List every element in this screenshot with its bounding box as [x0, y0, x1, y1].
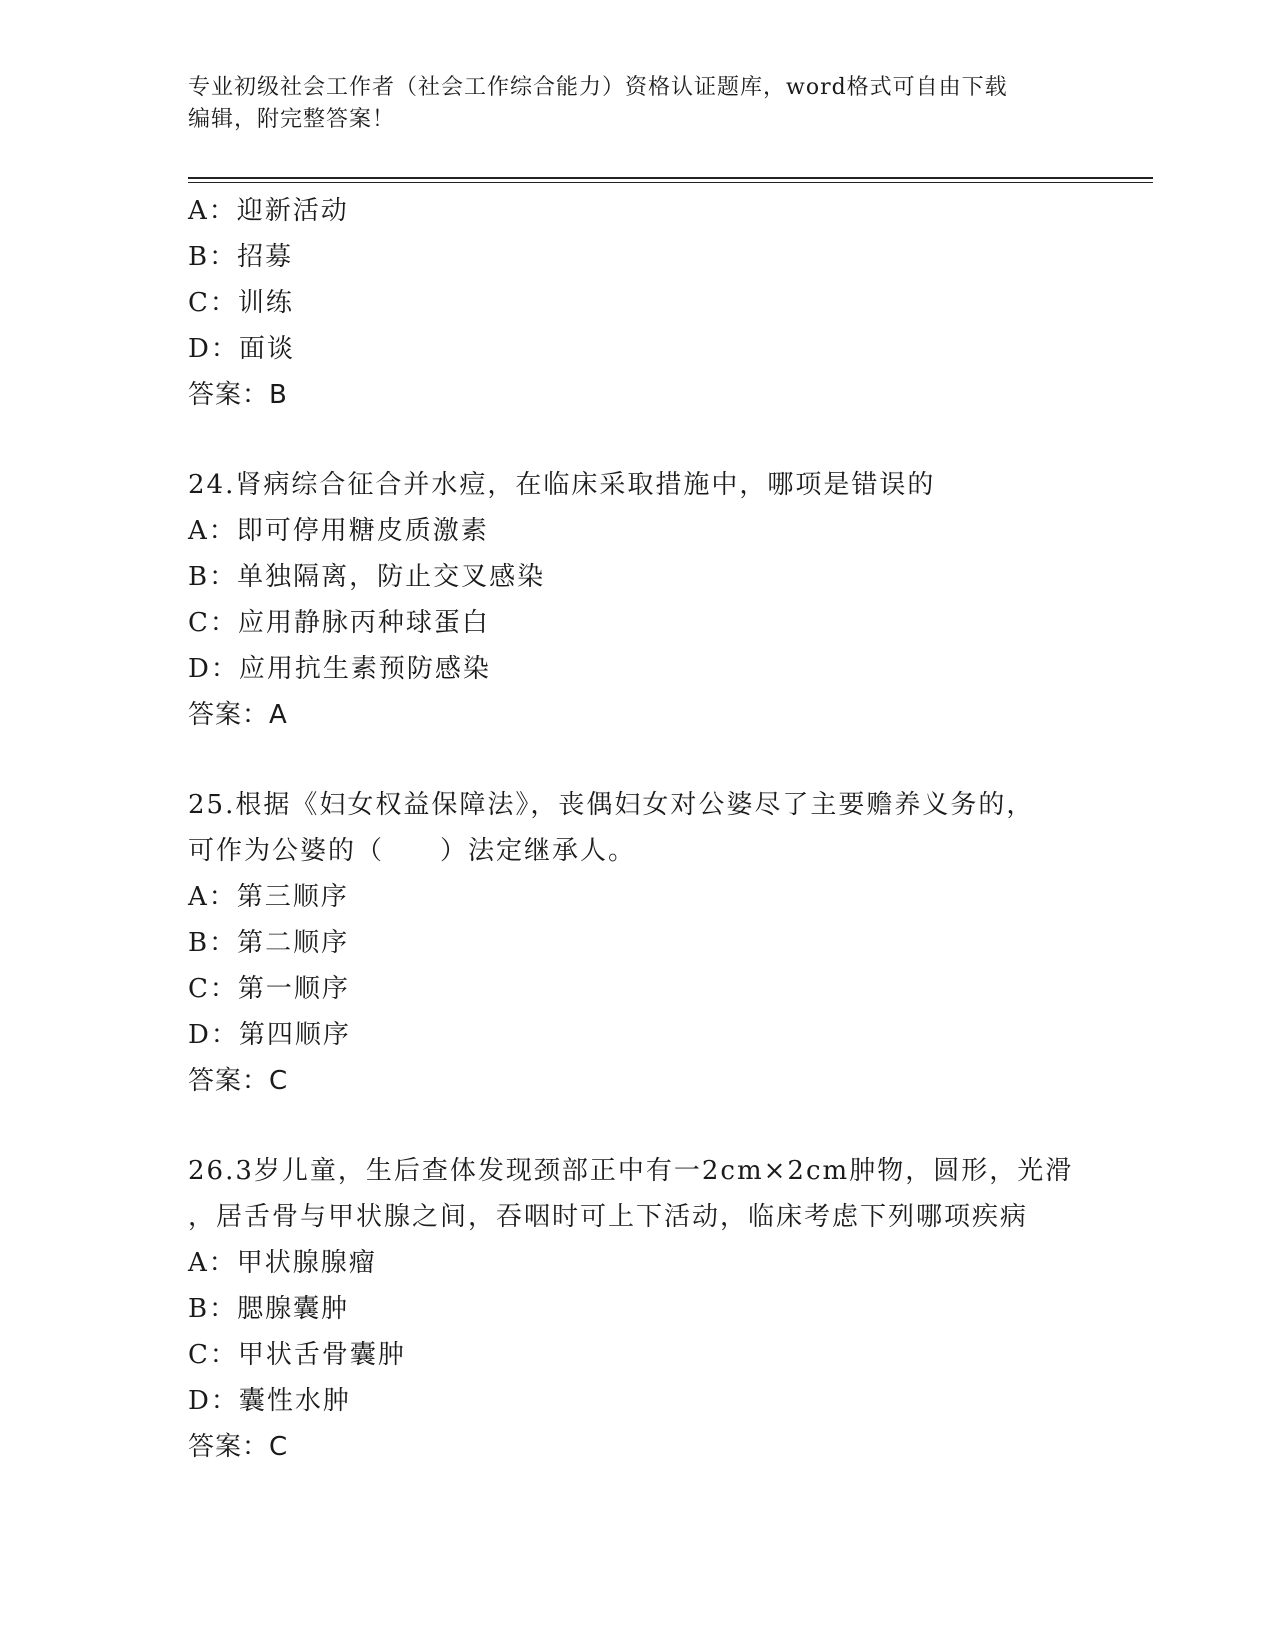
- option-c: C：甲状舌骨囊肿: [188, 1340, 406, 1370]
- option-d: D：应用抗生素预防感染: [188, 654, 491, 684]
- header-line-1: 专业初级社会工作者（社会工作综合能力）资格认证题库，word格式可自由下载: [188, 75, 1008, 100]
- option-d: D：面谈: [188, 334, 295, 364]
- option-b: B：招募: [188, 242, 294, 272]
- question-text-line-1: 25.根据《妇女权益保障法》，丧偶妇女对公婆尽了主要赡养义务的，: [188, 790, 1035, 820]
- answer: 答案：A: [188, 700, 288, 730]
- question-text-line-2: ，居舌骨与甲状腺之间，吞咽时可上下活动，临床考虑下列哪项疾病: [188, 1202, 1029, 1232]
- answer: 答案：C: [188, 1066, 289, 1096]
- spacer: [188, 418, 1128, 462]
- option-a: A：甲状腺腺瘤: [188, 1248, 377, 1278]
- option-d: D：囊性水肿: [188, 1386, 351, 1416]
- document-header: [188, 72, 1088, 136]
- question-26: [188, 1148, 1128, 1470]
- question-23: [188, 188, 1128, 418]
- option-c: C：第一顺序: [188, 974, 350, 1004]
- option-a: A：第三顺序: [188, 882, 349, 912]
- option-d: D：第四顺序: [188, 1020, 351, 1050]
- option-b: B：单独隔离，防止交叉感染: [188, 562, 546, 592]
- option-a: A：迎新活动: [188, 196, 349, 226]
- spacer: [188, 1104, 1128, 1148]
- option-c: C：应用静脉丙种球蛋白: [188, 608, 490, 638]
- option-b: B：第二顺序: [188, 928, 350, 958]
- question-text-line-2: 可作为公婆的（ ）法定继承人。: [188, 836, 637, 866]
- option-c: C：训练: [188, 288, 294, 318]
- answer: 答案：B: [188, 380, 288, 410]
- option-a: A：即可停用糖皮质激素: [188, 516, 489, 546]
- question-24: [188, 462, 1128, 738]
- question-25: [188, 782, 1128, 1104]
- question-text: 24.肾病综合征合并水痘，在临床采取措施中，哪项是错误的: [188, 470, 936, 500]
- option-b: B：腮腺囊肿: [188, 1294, 350, 1324]
- header-line-2: 编辑，附完整答案！: [188, 107, 396, 132]
- header-divider: [188, 177, 1153, 183]
- spacer: [188, 738, 1128, 782]
- question-text-line-1: 26.3岁儿童，生后查体发现颈部正中有一2cm×2cm肿物，圆形，光滑: [188, 1156, 1074, 1186]
- answer: 答案：C: [188, 1432, 289, 1462]
- question-list: [188, 188, 1128, 1470]
